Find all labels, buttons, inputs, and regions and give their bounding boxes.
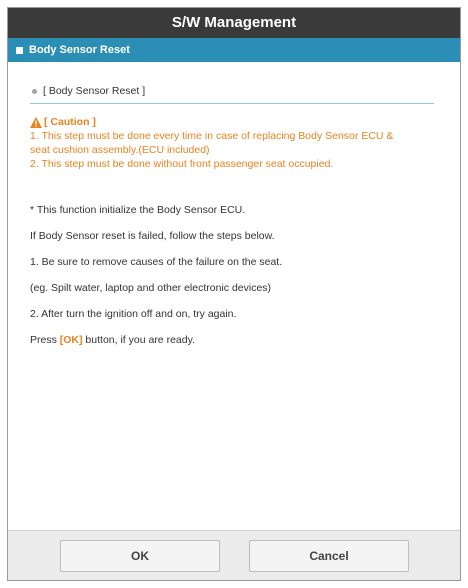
press-suffix: button, if you are ready. [82, 334, 195, 346]
instructions [30, 203, 438, 347]
window-title: S/W Management [8, 8, 460, 38]
instruction-text: 1. Be sure to remove causes of the failure on the seat. [30, 256, 283, 268]
bullet-icon [32, 89, 37, 94]
caution-title-row [30, 115, 438, 129]
caution-line-1a: 1. This step must be done every time in case of replacing Body Sensor ECU & [30, 130, 394, 142]
cancel-button[interactable]: Cancel [249, 540, 409, 572]
caution-title: [ Caution ] [44, 116, 96, 128]
instruction-text: * This function initialize the Body Sensor ECU. [30, 204, 246, 216]
caution-line-2: 2. This step must be done without front passenger seat occupied. [30, 158, 334, 170]
caution-line-1b: seat cushion assembly.(ECU included) [30, 144, 210, 156]
caution-block [30, 115, 438, 171]
instruction-text: 2. After turn the ignition off and on, try again. [30, 308, 237, 320]
press-ok-highlight: [OK] [59, 334, 83, 346]
instruction-text: If Body Sensor reset is failed, follow the steps below. [30, 230, 275, 242]
subheader-label: [ Body Sensor Reset ] [43, 85, 146, 97]
instruction-text: (eg. Spilt water, laptop and other electronic devices) [30, 282, 272, 294]
button-bar [8, 530, 460, 580]
section-title: Body Sensor Reset [29, 44, 130, 56]
sw-management-window [7, 7, 461, 581]
press-ok-instruction [30, 333, 438, 347]
subheader [30, 84, 434, 104]
section-header [8, 38, 460, 62]
square-icon [16, 47, 23, 54]
content-area [8, 62, 460, 530]
ok-button[interactable]: OK [60, 540, 220, 572]
press-prefix: Press [30, 334, 60, 346]
warning-icon [30, 117, 42, 128]
